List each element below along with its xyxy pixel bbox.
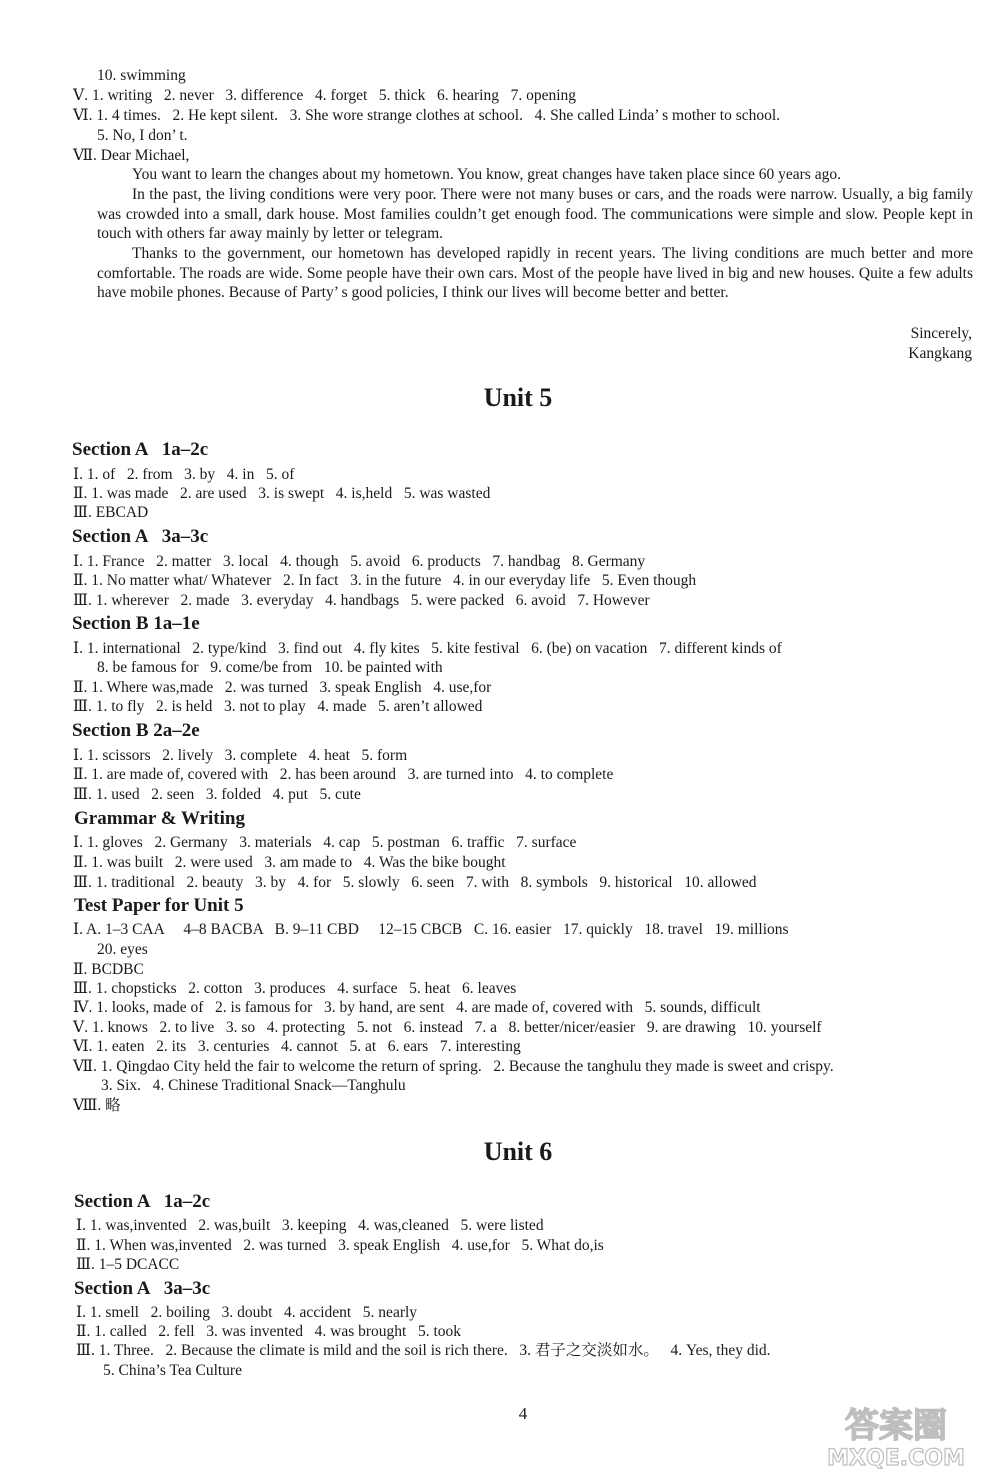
section-heading: Test Paper for Unit 5 <box>74 895 244 916</box>
answer-line: Ⅴ. 1. writing 2. never 3. difference 4. forget 5. thick 6. hearing 7. opening <box>73 87 577 104</box>
answer-line: Ⅰ. 1. gloves 2. Germany 3. materials 4. cap 5. postman 6. traffic 7. surface <box>73 834 577 851</box>
section-heading: Section B 2a–2e <box>72 720 200 741</box>
answer-line: Ⅵ. 1. 4 times. 2. He kept silent. 3. She wore strange clothes at school. 4. She called Linda’ s mother to school. <box>73 107 781 124</box>
answer-line: Ⅱ. 1. No matter what/ Whatever 2. In fact 3. in the future 4. in our everyday life 5. Even though <box>73 572 697 589</box>
answer-line: Ⅱ. 1. When was,invented 2. was turned 3. speak English 4. use,for 5. What do,is <box>76 1237 604 1254</box>
watermark-logo <box>796 1401 996 1469</box>
answer-line: Ⅱ. 1. are made of, covered with 2. has been around 3. are turned into 4. to complete <box>73 766 614 783</box>
answer-line: Ⅲ. 1. used 2. seen 3. folded 4. put 5. cute <box>73 786 361 803</box>
answer-line: Ⅳ. 1. looks, made of 2. is famous for 3. by hand, are sent 4. are made of, covered with 5. sounds, difficult <box>73 999 761 1016</box>
answer-line: 8. be famous for 9. come/be from 10. be painted with <box>97 659 443 676</box>
answer-line: 10. swimming <box>97 67 186 84</box>
answer-line: Ⅱ. 1. was built 2. were used 3. am made to 4. Was the bike bought <box>73 854 506 871</box>
answer-line: Ⅱ. BCDBC <box>73 961 144 978</box>
section-heading: Section A 3a–3c <box>72 526 209 547</box>
answer-line: Ⅰ. 1. smell 2. boiling 3. doubt 4. accident 5. nearly <box>76 1304 418 1321</box>
answer-line: Ⅰ. 1. France 2. matter 3. local 4. though 5. avoid 6. products 7. handbag 8. Germany <box>73 553 646 570</box>
section-heading: Section A 3a–3c <box>74 1278 211 1299</box>
answer-line: Ⅲ. 1. chopsticks 2. cotton 3. produces 4. surface 5. heat 6. leaves <box>73 980 517 997</box>
letter-salutation: Ⅶ. Dear Michael, <box>73 147 190 164</box>
letter-paragraph: Thanks to the government, our hometown has developed rapidly in recent years. The living conditions are much better and more comfortable. The roads are wide. Some people have their own cars. Most of the people have lived in big and new houses. Quite a few adults have mobile phones. Because of Party’ s good policies, I think our lives will become better and better. <box>97 245 973 302</box>
answer-line: Ⅲ. 1. to fly 2. is held 3. not to play 4. made 5. aren’t allowed <box>73 698 483 715</box>
svg-text:MXQE.COM: MXQE.COM <box>827 1446 965 1469</box>
section-heading: Section A 1a–2c <box>72 439 209 460</box>
answer-line: 20. eyes <box>97 941 148 958</box>
svg-text:答案圈: 答案圈 <box>845 1406 947 1446</box>
answer-line: Ⅲ. 1. wherever 2. made 3. everyday 4. handbags 5. were packed 6. avoid 7. However <box>73 592 650 609</box>
answer-line: Ⅲ. EBCAD <box>73 504 149 521</box>
letter-signature: Kangkang <box>908 345 972 362</box>
answer-line: Ⅱ. 1. was made 2. are used 3. is swept 4. is,held 5. was wasted <box>73 485 491 502</box>
answer-line: 5. China’s Tea Culture <box>103 1362 242 1379</box>
answer-line: Ⅲ. 1–5 DCACC <box>76 1256 180 1273</box>
answer-line: Ⅲ. 1. traditional 2. beauty 3. by 4. for 5. slowly 6. seen 7. with 8. symbols 9. historical 10. allowed <box>73 874 757 891</box>
letter-paragraph: You want to learn the changes about my hometown. You know, great changes have taken place since 60 years ago. <box>132 166 841 183</box>
unit-title: Unit 5 <box>483 383 553 412</box>
letter-paragraph: In the past, the living conditions were very poor. There were not many buses or cars, and the roads were narrow. Usually, a big family was crowded into a small, dark house. Most families couldn’t get enough food. The communications were simple and slow. People kept in touch with others far away mainly by letter or telegram. <box>97 186 973 243</box>
answer-line: Ⅰ. 1. of 2. from 3. by 4. in 5. of <box>73 466 295 483</box>
answer-line: Ⅰ. 1. scissors 2. lively 3. complete 4. heat 5. form <box>73 747 408 764</box>
answer-line: Ⅷ. 略 <box>73 1097 121 1114</box>
answer-line: 3. Six. 4. Chinese Traditional Snack—Tanghulu <box>101 1077 406 1094</box>
answer-line: Ⅰ. 1. international 2. type/kind 3. find out 4. fly kites 5. kite festival 6. (be) on vacation 7. different kinds of <box>73 640 782 657</box>
page-number: 4 <box>518 1404 528 1423</box>
answer-line: Ⅰ. 1. was,invented 2. was,built 3. keeping 4. was,cleaned 5. were listed <box>76 1217 544 1234</box>
section-heading: Grammar & Writing <box>74 808 245 829</box>
answer-line: Ⅰ. A. 1–3 CAA 4–8 BACBA B. 9–11 CBD 12–15 CBCB C. 16. easier 17. quickly 18. travel 19. millions <box>73 921 789 938</box>
answer-line: 5. No, I don’ t. <box>97 127 188 144</box>
answer-line: Ⅱ. 1. Where was,made 2. was turned 3. speak English 4. use,for <box>73 679 492 696</box>
answer-line: Ⅲ. 1. Three. 2. Because the climate is mild and the soil is rich there. 3. 君子之交淡如水。 4. Yes, they did. <box>76 1342 771 1359</box>
section-heading: Section A 1a–2c <box>74 1191 211 1212</box>
answer-line: Ⅴ. 1. knows 2. to live 3. so 4. protecting 5. not 6. instead 7. a 8. better/nicer/easier 9. are drawing 10. yourself <box>73 1019 822 1036</box>
section-heading: Section B 1a–1e <box>72 613 200 634</box>
letter-closing: Sincerely, <box>910 325 972 342</box>
answer-line: Ⅵ. 1. eaten 2. its 3. centuries 4. cannot 5. at 6. ears 7. interesting <box>73 1038 521 1055</box>
unit-title: Unit 6 <box>483 1137 553 1166</box>
answer-line: Ⅶ. 1. Qingdao City held the fair to welcome the return of spring. 2. Because the tanghulu they made is sweet and crispy. <box>73 1058 834 1075</box>
answer-line: Ⅱ. 1. called 2. fell 3. was invented 4. was brought 5. took <box>76 1323 462 1340</box>
